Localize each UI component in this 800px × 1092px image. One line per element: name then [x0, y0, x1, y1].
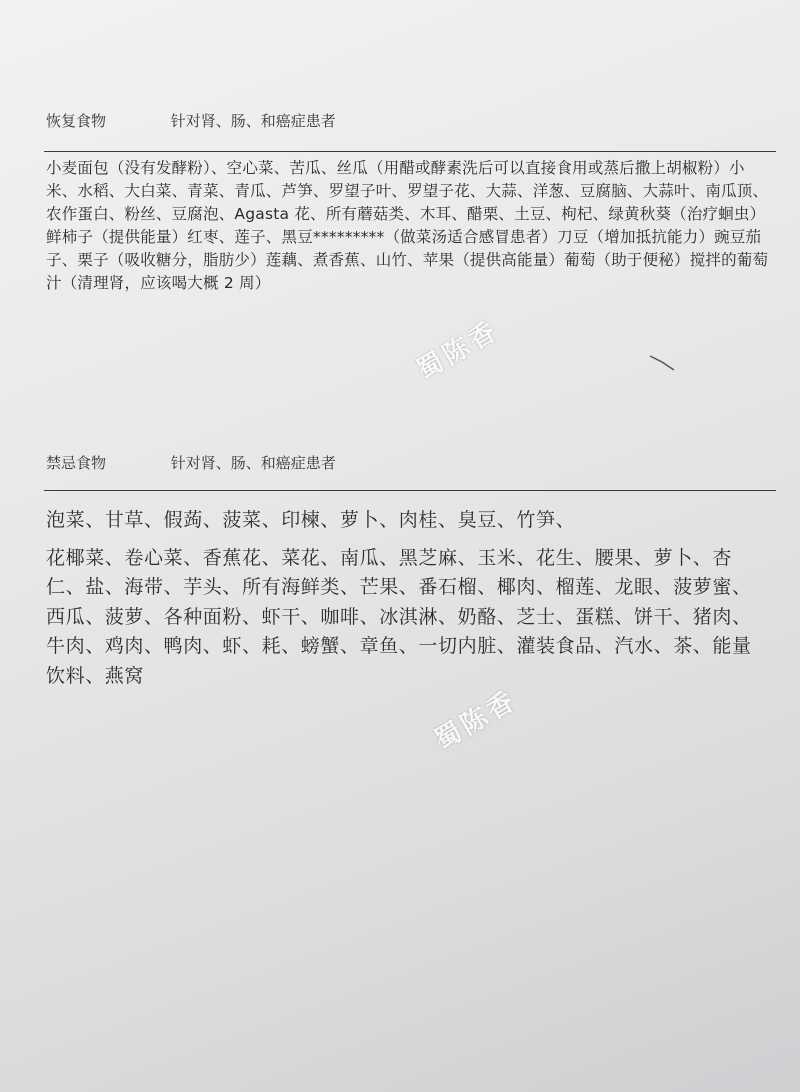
pen-mark: [648, 352, 678, 374]
forbidden-subtitle: 针对肾、肠、和癌症患者: [170, 454, 336, 472]
watermark: 蜀陈香: [429, 685, 523, 757]
forbidden-food-list: [46, 506, 771, 691]
forbidden-title: 禁忌食物: [46, 454, 107, 472]
forbidden-divider: [44, 490, 776, 491]
recovery-title: 恢复食物: [46, 112, 107, 130]
forbidden-food-line-2: 花椰菜、卷心菜、香蕉花、菜花、南瓜、黑芝麻、玉米、花生、腰果、萝卜、杏仁、盐、海带、芋头、所有海鲜类、芒果、番石榴、椰肉、榴莲、龙眼、菠萝蜜、西瓜、菠萝、各种面粉、虾干、咖啡、冰淇淋、奶酪、芝士、蛋糕、饼干、猪肉、牛肉、鸡肉、鸭肉、虾、耗、螃蟹、章鱼、一切内脏、灌装食品、汽水、茶、能量饮料、燕窝: [46, 546, 752, 687]
recovery-subtitle: 针对肾、肠、和癌症患者: [170, 112, 336, 130]
recovery-section-header: [46, 110, 336, 131]
forbidden-food-line-1: 泡菜、甘草、假蒟、菠菜、印楝、萝卜、肉桂、臭豆、竹笋、: [46, 509, 576, 531]
recovery-food-list: 小麦面包（没有发酵粉）、空心菜、苦瓜、丝瓜（用醋或酵素洗后可以直接食用或蒸后撒上胡椒粉）小米、水稻、大白菜、青菜、青瓜、芦笋、罗望子叶、罗望子花、大蒜、洋葱、豆腐脑、大蒜叶、南瓜顶、农作蛋白、粉丝、豆腐泡、Agasta 花、所有蘑菇类、木耳、醋栗、土豆、枸杞、绿黄秋葵（治疗蛔虫）鲜柿子（提供能量）红枣、莲子、黑豆*********（做菜汤适合感冒患者）刀豆（增加抵抗能力）豌豆茄子、栗子（吸收糖分，脂肪少）莲藕、煮香蕉、山竹、苹果（提供高能量）葡萄（助于便秘）搅拌的葡萄汁（清理肾，应该喝大概 2 周）: [46, 159, 769, 292]
recovery-divider: [44, 151, 776, 152]
forbidden-section-header: [46, 452, 336, 473]
watermark: 蜀陈香: [411, 315, 505, 387]
